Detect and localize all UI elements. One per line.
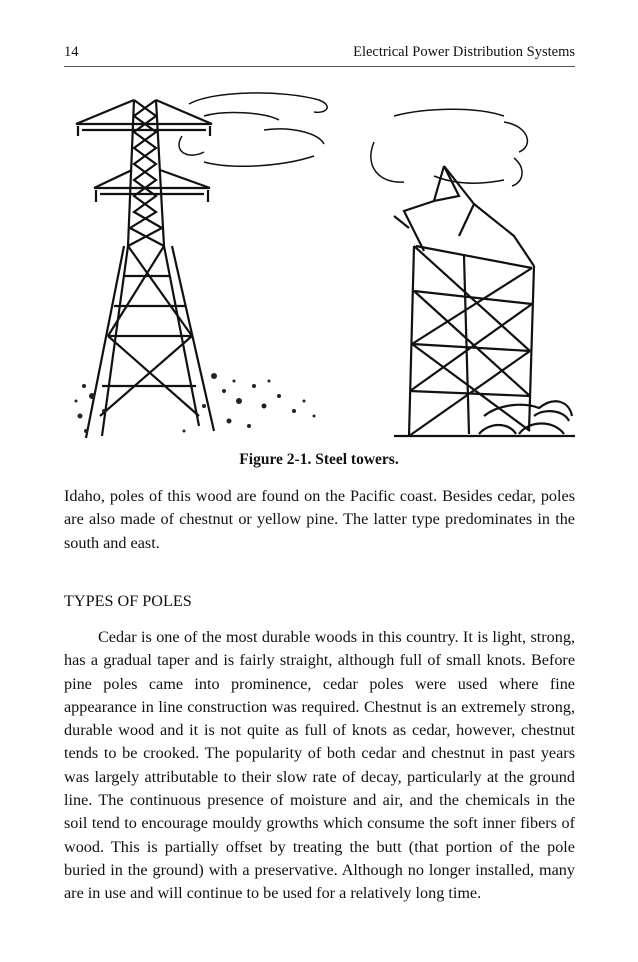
running-title: Electrical Power Distribution Systems	[353, 44, 575, 60]
running-header	[64, 42, 575, 67]
collapsed-tower	[371, 109, 575, 436]
body-paragraph-1: Idaho, poles of this wood are found on the Pacific coast. Besides cedar, poles are also made of chestnut or yellow pine. The latter type predominates in the south and east.	[64, 487, 575, 552]
standing-tower	[76, 93, 327, 438]
page-number: 14	[64, 44, 79, 60]
section-heading: TYPES OF POLES	[64, 592, 192, 610]
steel-towers-illustration	[64, 86, 575, 441]
figure-caption: Figure 2-1. Steel towers.	[239, 451, 399, 468]
body-paragraph-2: Cedar is one of the most durable woods in this country. It is light, strong, has a gradual taper and is fairly straight, although full of small knots. Before pine poles came into prominence, cedar poles were used where fine appearance in line construction was required. Chestnut is an extremely strong, durable wood and it is not quite as full of knots as cedar, however, chestnut tends to be crooked. The popularity of both cedar and chestnut in past years was largely attributable to their slow rate of decay, particularly at the ground line. The continuous presence of moisture and air, and the chemicals in the soil tend to encourage mouldy growths which consume the soft inner fibers of wood. This is partially offset by treating the butt (that portion of the pole buried in the ground) with a preservative. Although no longer installed, many are in use and will continue to be used for a relatively long time.	[64, 628, 575, 903]
